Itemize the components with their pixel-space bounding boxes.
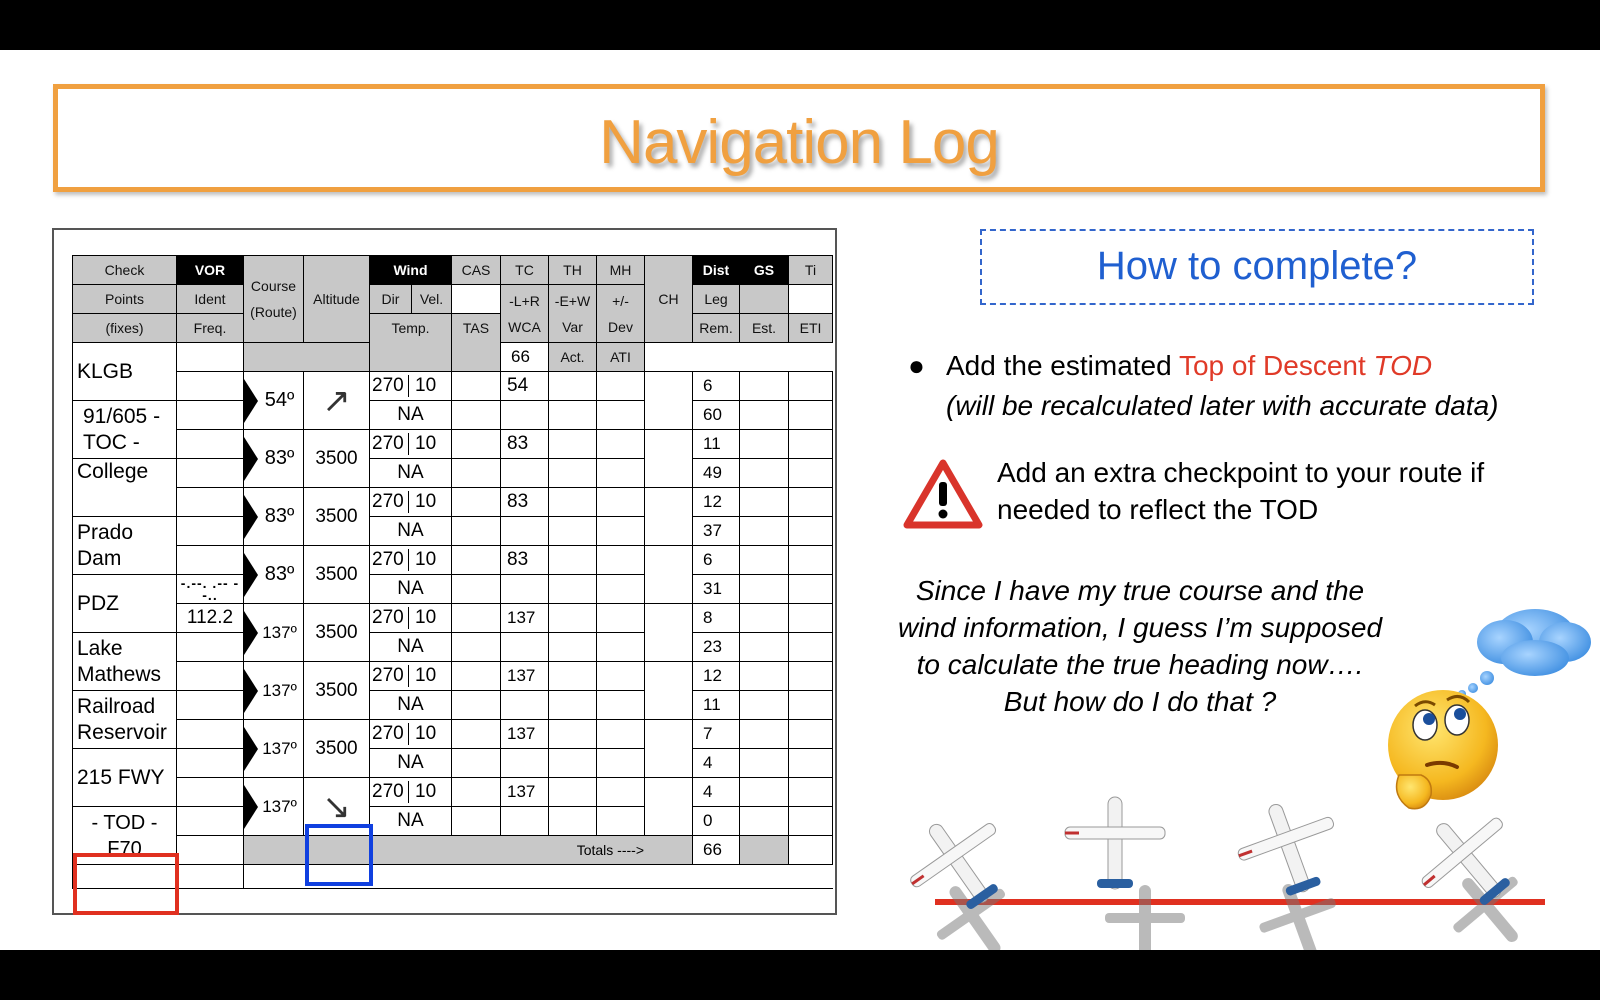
totals-value[interactable]: 66 [693,836,740,865]
leg-tc[interactable]: 137 [501,778,549,807]
tas-cell[interactable] [452,633,501,662]
tod-prefix: Add the estimated [946,350,1179,381]
wind-vel: 10 [415,491,437,512]
wca-cell[interactable] [501,691,549,720]
vor-ident-morse: -.--. .-- --.. [177,575,244,604]
header-leg: Leg [693,285,740,314]
dev-cell[interactable] [597,749,645,778]
header-wca-group [501,285,549,343]
vor-cell[interactable] [177,836,244,865]
header-course [244,256,304,343]
leg-altitude[interactable]: 3500 [304,720,370,778]
warning-icon [903,458,983,530]
header-est: Est. [740,314,789,343]
leg-course[interactable]: 137º [244,662,304,720]
th-cell[interactable] [549,662,597,691]
leg-course[interactable]: 54º [244,372,304,430]
time-act-cell[interactable] [789,633,833,662]
leg-tc[interactable]: 54 [501,372,549,401]
header-ident: Ident [177,285,244,314]
time-cell[interactable] [789,604,833,633]
leg-dist[interactable]: 7 [693,720,740,749]
mh-cell[interactable] [597,604,645,633]
leg-remaining[interactable]: 0 [693,807,740,836]
gs-cell[interactable] [740,546,789,575]
header-fixes: (fixes) [73,314,177,343]
header-gray-fill [244,343,370,372]
warning-line1: Add an extra checkpoint to your route if [997,457,1485,488]
leg-wind[interactable] [370,488,452,517]
time-act-cell[interactable] [789,459,833,488]
var-cell[interactable] [549,401,597,430]
header-freq: Freq. [177,314,244,343]
var-cell[interactable] [549,807,597,836]
time-act-cell[interactable] [789,807,833,836]
th-cell[interactable] [549,778,597,807]
vor-cell[interactable] [177,401,244,430]
leg-remaining[interactable]: 4 [693,749,740,778]
vor-cell[interactable] [177,749,244,778]
leg-remaining[interactable]: 23 [693,633,740,662]
tas-cell[interactable] [452,401,501,430]
leg-course[interactable]: 83º [244,488,304,546]
mh-cell[interactable] [597,430,645,459]
gs-cell[interactable] [740,720,789,749]
ch-cell[interactable] [645,372,693,430]
th-cell[interactable] [549,720,597,749]
wca-cell[interactable] [501,633,549,662]
header-check: Check [73,256,177,285]
time-cell[interactable] [789,488,833,517]
tas-cell[interactable] [452,807,501,836]
leg-temp[interactable]: NA [370,691,452,720]
checkpoint-215-fwy[interactable]: 215 FWY [73,749,177,807]
tod-highlight: Top of Descent [1178,350,1374,381]
leg-temp[interactable]: NA [370,401,452,430]
cas-cell[interactable] [452,488,501,517]
header-altitude: Altitude [304,256,370,343]
leg-remaining[interactable]: 49 [693,459,740,488]
leg-tc[interactable]: 83 [501,546,549,575]
tod-instruction-line2: (will be recalculated later with accurate data) [946,390,1499,421]
header-gs: GS [740,256,789,285]
mh-cell[interactable] [597,372,645,401]
var-cell[interactable] [549,633,597,662]
header-dist: Dist [693,256,740,285]
vor-cell[interactable] [177,633,244,662]
leg-temp[interactable]: NA [370,749,452,778]
checkpoint-college[interactable]: College [73,459,177,517]
header-dev-group [597,285,645,343]
wind-dir: 270 [370,549,409,571]
leg-course[interactable]: 137º [244,604,304,662]
time-act-cell[interactable] [789,401,833,430]
title-box [53,84,1545,192]
thought-text [860,572,1420,720]
var-cell[interactable] [549,459,597,488]
time-act-cell[interactable] [789,517,833,546]
th-cell[interactable] [549,604,597,633]
tod-abbrev: TOD [1373,350,1433,381]
leg-altitude-descent[interactable]: ↘ [304,778,370,836]
blank-row-cell [177,865,244,889]
vor-cell[interactable] [177,430,244,459]
thought-line3: to calculate the true heading now…. [916,649,1364,680]
wca-cell[interactable] [501,459,549,488]
leg-tc[interactable]: 137 [501,662,549,691]
vor-cell[interactable] [177,662,244,691]
header-rem: Rem. [693,314,740,343]
navigation-log-table [72,255,833,889]
gs-act-cell[interactable] [740,633,789,662]
wca-cell[interactable] [501,401,549,430]
mh-cell[interactable] [597,720,645,749]
dev-cell[interactable] [597,691,645,720]
vor-freq[interactable]: 112.2 [177,604,244,633]
var-cell[interactable] [549,749,597,778]
leg-dist[interactable]: 4 [693,778,740,807]
ch-cell[interactable] [645,778,693,836]
header-temp: Temp. [370,314,452,372]
wind-dir: 270 [370,375,409,397]
ch-cell[interactable] [645,604,693,662]
tas-cell[interactable] [452,749,501,778]
header-cas: CAS [452,256,501,285]
leg-remaining[interactable]: 60 [693,401,740,430]
vor-cell[interactable] [177,517,244,546]
header-pm: +/- [612,292,629,309]
warning-text [997,454,1484,528]
leg-wind[interactable] [370,720,452,749]
header-gs-blank [740,285,789,314]
cas-cell[interactable] [452,778,501,807]
gs-cell[interactable] [740,372,789,401]
header-ew: -E+W [554,292,591,309]
header-act: Act. [549,343,597,372]
wind-dir: 270 [370,607,409,629]
leg-wind[interactable] [370,546,452,575]
dev-cell[interactable] [597,807,645,836]
leg-wind[interactable] [370,372,452,401]
header-ati: ATI [597,343,645,372]
leg-dist[interactable]: 12 [693,488,740,517]
wind-vel: 10 [415,665,437,686]
cas-cell[interactable] [452,604,501,633]
leg-tc[interactable]: 83 [501,488,549,517]
time-act-cell[interactable] [789,749,833,778]
leg-dist[interactable]: 6 [693,372,740,401]
tod-highlight-box [73,853,179,915]
header-lr: -L+R [509,292,540,309]
header-cas-blank [452,285,501,314]
leg-altitude[interactable]: 3500 [304,488,370,546]
checkpoint-prado-dam[interactable]: Prado Dam [73,517,177,575]
th-cell[interactable] [549,546,597,575]
th-cell[interactable] [549,488,597,517]
wind-vel: 10 [415,375,437,396]
totals-gs [740,836,789,865]
wind-dir: 270 [370,665,409,687]
header-var: Var [562,318,583,335]
var-cell[interactable] [549,517,597,546]
header-time-blank [789,285,833,314]
header-wind-vel: Vel. [412,285,452,314]
gs-act-cell[interactable] [740,517,789,546]
vor-cell[interactable] [177,488,244,517]
checkpoint-toc[interactable]: 91/605 - TOC - [73,401,177,459]
leg-temp[interactable]: NA [370,459,452,488]
wind-dir: 270 [370,491,409,513]
leg-wind[interactable] [370,604,452,633]
wca-cell[interactable] [501,807,549,836]
dev-cell[interactable] [597,575,645,604]
warning-line2: needed to reflect the TOD [997,494,1319,525]
leg-dist[interactable]: 12 [693,662,740,691]
thought-line4: But how do I do that ? [1003,686,1277,717]
cas-cell[interactable] [452,662,501,691]
leg-course[interactable]: 83º [244,546,304,604]
cas-cell[interactable] [452,720,501,749]
header-ch: CH [645,256,693,343]
dev-cell[interactable] [597,517,645,546]
leg-altitude[interactable]: 3500 [304,662,370,720]
header-wind-dir: Dir [370,285,412,314]
gs-cell[interactable] [740,430,789,459]
leg-tc[interactable]: 83 [501,430,549,459]
leg-wind[interactable] [370,778,452,807]
vor-cell[interactable] [177,807,244,836]
time-act-cell[interactable] [789,575,833,604]
ch-cell[interactable] [645,488,693,546]
vor-cell[interactable] [177,546,244,575]
slide [0,50,1600,950]
time-cell[interactable] [789,662,833,691]
time-cell[interactable] [789,720,833,749]
header-th: TH [549,256,597,285]
bullet-dot: ● [908,350,925,381]
gs-act-cell[interactable] [740,749,789,778]
leg-altitude[interactable]: 3500 [304,430,370,488]
vor-cell[interactable] [177,343,244,372]
aircraft-drift-illustration [905,770,1580,950]
th-cell[interactable] [549,372,597,401]
header-vor: VOR [177,256,244,285]
leg-dist[interactable]: 8 [693,604,740,633]
thought-line2: wind information, I guess I’m supposed [897,612,1383,643]
gs-act-cell[interactable] [740,401,789,430]
th-cell[interactable] [549,430,597,459]
gs-cell[interactable] [740,662,789,691]
gs-act-cell[interactable] [740,691,789,720]
wca-cell[interactable] [501,517,549,546]
header-course-label: Course [250,278,297,294]
wind-vel: 10 [415,549,437,570]
navigation-log-form [52,228,837,915]
time-cell[interactable] [789,372,833,401]
header-eti: ETI [789,314,833,343]
dist-start-remaining[interactable]: 66 [501,343,549,372]
dev-cell[interactable] [597,633,645,662]
cas-cell[interactable] [452,430,501,459]
gs-cell[interactable] [740,604,789,633]
header-mh: MH [597,256,645,285]
header-time: Ti [789,256,833,285]
totals-label: Totals ----> [244,836,693,865]
wind-dir: 270 [370,781,409,803]
tod-instruction [908,346,1498,426]
leg-wind[interactable] [370,662,452,691]
descent-highlight-box [305,824,373,886]
wind-dir: 270 [370,433,409,455]
time-cell[interactable] [789,778,833,807]
leg-temp[interactable]: NA [370,807,452,836]
leg-course[interactable]: 137º [244,778,304,836]
totals-time[interactable] [789,836,833,865]
ch-cell[interactable] [645,720,693,778]
header-course-route: (Route) [250,304,297,320]
ch-cell[interactable] [645,662,693,720]
leg-altitude[interactable]: 3500 [304,546,370,604]
vor-cell[interactable] [177,720,244,749]
wind-dir: 270 [370,723,409,745]
cas-cell[interactable] [452,372,501,401]
mh-cell[interactable] [597,778,645,807]
header-wind: Wind [370,256,452,285]
thought-line1: Since I have my true course and the [915,575,1365,606]
tas-cell[interactable] [452,517,501,546]
vor-cell[interactable] [177,691,244,720]
gs-act-cell[interactable] [740,459,789,488]
leg-dist[interactable]: 11 [693,430,740,459]
gs-act-cell[interactable] [740,807,789,836]
how-to-complete-box: How to complete? [980,229,1534,305]
tod-instruction-line1 [908,346,1498,386]
wind-vel: 10 [415,607,437,628]
leg-remaining[interactable]: 37 [693,517,740,546]
gs-act-cell[interactable] [740,575,789,604]
checkpoint-klgb[interactable]: KLGB [73,343,177,401]
header-dev: Dev [608,318,633,335]
wca-cell[interactable] [501,749,549,778]
page-title: Navigation Log [599,108,999,177]
time-act-cell[interactable] [789,691,833,720]
leg-remaining[interactable]: 31 [693,575,740,604]
checkpoint-lake-mathews[interactable]: Lake Mathews [73,633,177,691]
var-cell[interactable] [549,691,597,720]
leg-altitude[interactable]: 3500 [304,604,370,662]
checkpoint-pdz[interactable]: PDZ [73,575,177,633]
leg-dist[interactable]: 6 [693,546,740,575]
checkpoint-railroad-reservoir[interactable]: Railroad Reservoir [73,691,177,749]
dev-cell[interactable] [597,401,645,430]
gs-cell[interactable] [740,778,789,807]
time-cell[interactable] [789,546,833,575]
dev-cell[interactable] [597,459,645,488]
header-var-group [549,285,597,343]
mh-cell[interactable] [597,662,645,691]
header-tc: TC [501,256,549,285]
leg-tc[interactable]: 137 [501,720,549,749]
wind-vel: 10 [415,781,437,802]
tas-cell[interactable] [452,691,501,720]
leg-remaining[interactable]: 11 [693,691,740,720]
tas-cell[interactable] [452,459,501,488]
cas-cell[interactable] [452,546,501,575]
leg-wind[interactable] [370,430,452,459]
tas-cell[interactable] [452,575,501,604]
header-wca: WCA [508,318,541,335]
vor-cell[interactable] [177,459,244,488]
wind-vel: 10 [415,723,437,744]
vor-cell[interactable] [177,372,244,401]
gs-cell[interactable] [740,488,789,517]
leg-temp[interactable]: NA [370,517,452,546]
leg-temp[interactable]: NA [370,633,452,662]
time-cell[interactable] [789,430,833,459]
ch-cell[interactable] [645,430,693,488]
leg-course[interactable]: 137º [244,720,304,778]
leg-tc[interactable]: 137 [501,604,549,633]
leg-course[interactable]: 83º [244,430,304,488]
header-tas: TAS [452,314,501,372]
vor-cell[interactable] [177,778,244,807]
wca-cell[interactable] [501,575,549,604]
var-cell[interactable] [549,575,597,604]
leg-temp[interactable]: NA [370,575,452,604]
ch-cell[interactable] [645,546,693,604]
mh-cell[interactable] [597,488,645,517]
header-points: Points [73,285,177,314]
wind-vel: 10 [415,433,437,454]
leg-altitude-climb[interactable]: ↗ [304,372,370,430]
mh-cell[interactable] [597,546,645,575]
checkpoint-tod-f70[interactable]: - TOD - F70 [73,807,177,865]
